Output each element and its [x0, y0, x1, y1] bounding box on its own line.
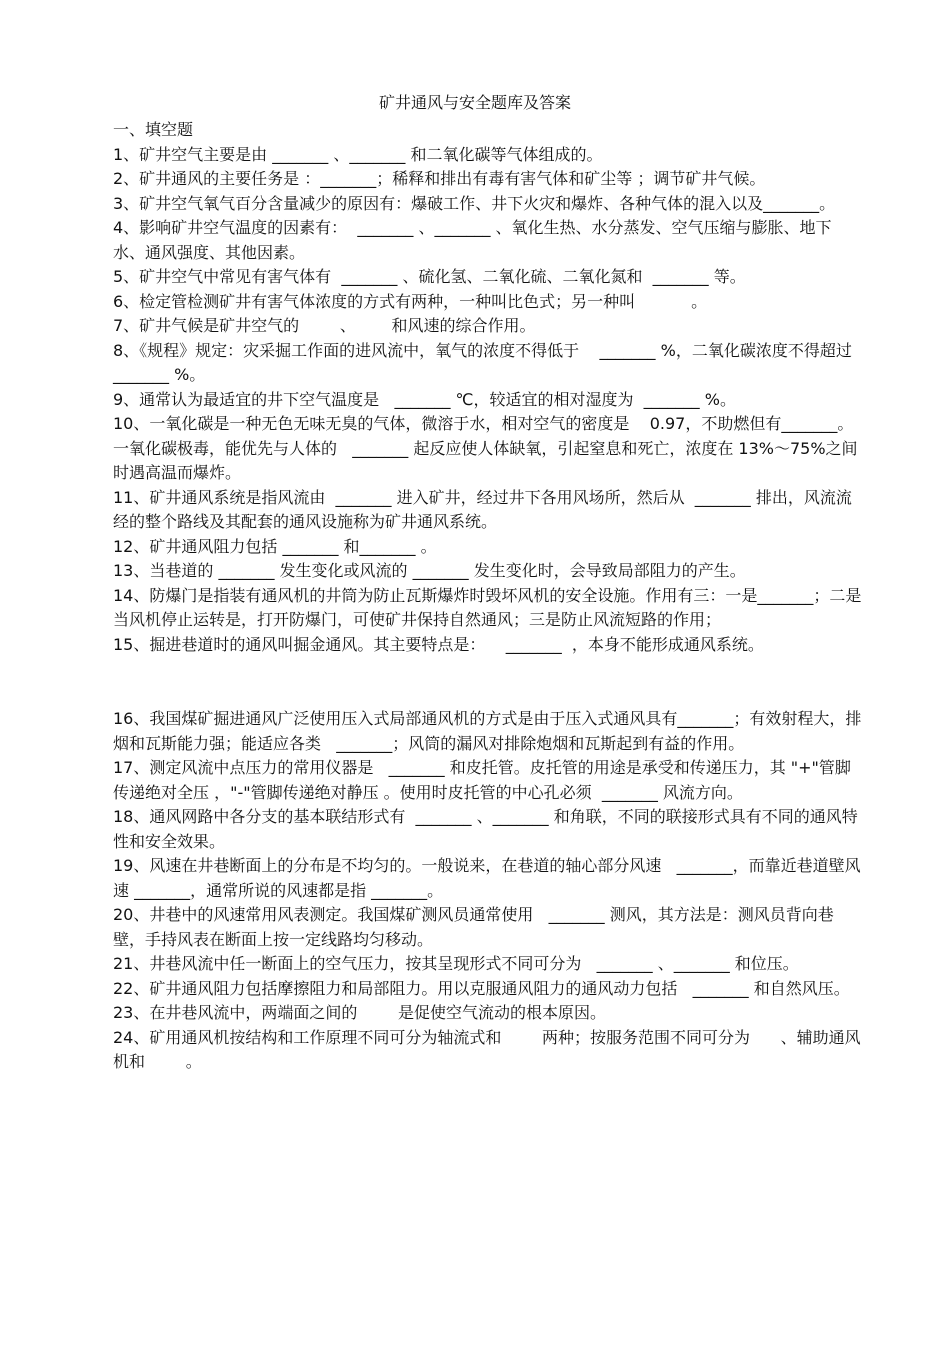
document-body	[113, 118, 863, 1075]
question-item: 20、井巷中的风速常用风表测定。我国煤矿测风员通常使用 _______ 测风，其方法是：测风员背向巷壁，手持风表在断面上按一定线路均匀移动。	[113, 905, 834, 949]
blank-gap	[113, 657, 863, 707]
question-item: 6、检定管检测矿井有害气体浓度的方式有两种，一种叫比色式；另一种叫 。	[113, 291, 708, 311]
question-item: 7、矿井气候是矿井空气的 、 和风速的综合作用。	[113, 316, 536, 335]
question-item: 14、防爆门是指装有通风机的井筒为防止瓦斯爆炸时毁坏风机的安全设施。作用有三：一是_______；二是当风机停止运转是，打开防爆门，可使矿井保持自然通风；三是防止风流短路的作用；	[113, 585, 862, 629]
question-item: 10、一氧化碳是一种无色无味无臭的气体，微溶于水，相对空气的密度是 0.97，不助燃但有_______。一氧化碳极毒，能优先与人体的 _______ 起反应使人体缺氧，引起窒息和死亡，浓度在 13%～75%之间时遇高温而爆炸。	[113, 414, 858, 482]
page-title: 矿井通风与安全题库及答案	[378, 93, 571, 112]
question-item: 23、在井巷风流中，两端面之间的 是促使空气流动的根本原因。	[113, 1003, 607, 1022]
question-list-part2	[113, 707, 863, 1075]
section-title: 一、填空题	[113, 120, 194, 139]
question-item: 18、通风网路中各分支的基本联结形式有 _______ 、_______ 和角联，不同的联接形式具有不同的通风特性和安全效果。	[113, 807, 858, 851]
question-item: 1、矿井空气主要是由 _______ 、_______ 和二氧化碳等气体组成的。	[113, 144, 603, 164]
question-item: 5、矿井空气中常见有害气体有 _______ 、硫化氢、二氧化硫、二氧化氮和 _______ 等。	[113, 267, 746, 286]
question-item: 19、风速在井巷断面上的分布是不均匀的。一般说来，在巷道的轴心部分风速 _______，而靠近巷道壁风速 _______，通常所说的风速都是指 _______。	[113, 856, 861, 900]
question-list-part1	[113, 143, 863, 658]
question-item: 22、矿井通风阻力包括摩擦阻力和局部阻力。用以克服通风阻力的通风动力包括 _______ 和自然风压。	[113, 978, 850, 998]
question-item: 12、矿井通风阻力包括 _______ 和_______ 。	[113, 536, 437, 556]
question-item: 8、《规程》规定：灾采掘工作面的进风流中，氧气的浓度不得低于 _______ %，二氧化碳浓度不得超过 _______ %。	[113, 340, 857, 384]
question-item: 13、当巷道的 _______ 发生变化或风流的 _______ 发生变化时，会导致局部阻力的产生。	[113, 561, 746, 580]
question-item: 9、通常认为最适宜的井下空气温度是 _______ ℃，较适宜的相对湿度为 _______ %。	[113, 389, 736, 409]
question-item: 16、我国煤矿掘进通风广泛使用压入式局部通风机的方式是由于压入式通风具有_______；有效射程大，排烟和瓦斯能力强；能适应各类 _______；风筒的漏风对排除炮烟和瓦斯起到有益的作用。	[113, 709, 862, 753]
question-item: 11、矿井通风系统是指风流由 _______ 进入矿井，经过井下各用风场所，然后从 _______ 排出，风流流经的整个路线及其配套的通风设施称为矿井通风系统。	[113, 487, 852, 531]
question-item: 17、测定风流中点压力的常用仪器是 _______ 和皮托管。皮托管的用途是承受和传递压力，其 "+"管脚传递绝对全压 ，"-"管脚传递绝对静压 。使用时皮托管的中心孔必须 _______ 风流方向。	[113, 758, 851, 802]
question-item: 15、掘进巷道时的通风叫掘金通风。其主要特点是： _______ ，本身不能形成通风系统。	[113, 634, 764, 654]
question-item: 3、矿井空气氧气百分含量减少的原因有：爆破工作、井下火灾和爆炸、各种气体的混入以及_______。	[113, 193, 836, 213]
question-item: 24、矿用通风机按结构和工作原理不同可分为轴流式和 两种；按服务范围不同可分为 、辅助通风机和 。	[113, 1027, 861, 1071]
question-item: 2、矿井通风的主要任务是 ：_______；稀释和排出有毒有害气体和矿尘等 ；调节矿井气候。	[113, 169, 766, 188]
question-item: 4、影响矿井空气温度的因素有： _______ 、_______ 、氧化生热、水分蒸发、空气压缩与膨胀、地下水、通风强度、其他因素。	[113, 218, 832, 262]
question-item: 21、井巷风流中任一断面上的空气压力，按其呈现形式不同可分为 _______ 、_______ 和位压。	[113, 954, 799, 973]
